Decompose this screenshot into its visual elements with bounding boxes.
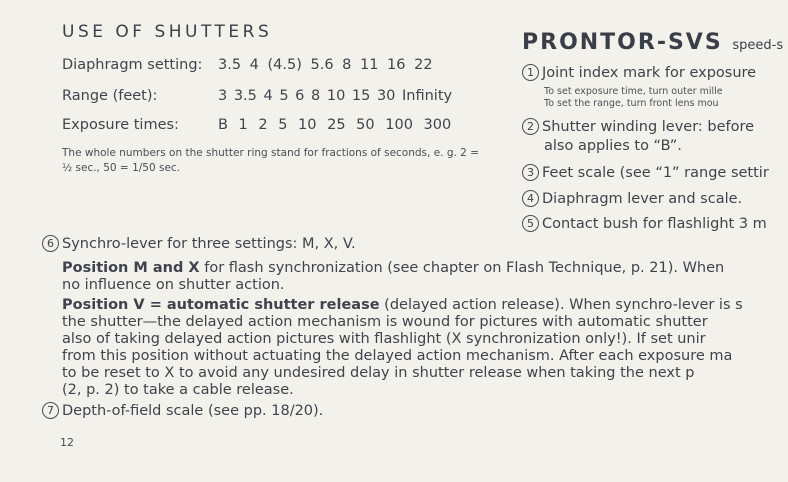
prontor-title-text: PRONTOR-SVS	[522, 30, 723, 55]
range-label: Range (feet):	[62, 88, 158, 104]
prontor-item-1-text: Joint index mark for exposure	[542, 65, 757, 81]
position-v-line-2: the shutter—the delayed action mechanism is wound for pictures with automatic shutter	[62, 314, 708, 330]
number-circle-5: 5	[522, 215, 539, 232]
prontor-item-2-text: Shutter winding lever: before	[542, 119, 755, 135]
position-v-heading: Position V = automatic shutter release	[62, 297, 380, 313]
position-mx-text: for flash synchronization (see chapter on Flash Technique, p. 21). When	[199, 260, 725, 276]
prontor-item-1-note-1: To set exposure time, turn outer mille	[544, 86, 723, 97]
prontor-item-2-cont: also applies to “B”.	[544, 138, 682, 154]
position-v-line-1	[62, 297, 743, 313]
position-v-text: (delayed action release). When synchro-lever is s	[379, 297, 743, 313]
exposure-values: B 1 2 5 10 25 50 100 300	[218, 117, 452, 133]
diaphragm-values: 3.5 4 (4.5) 5.6 8 11 16 22	[218, 57, 433, 73]
item-6-synchro-lever	[42, 235, 356, 252]
fractions-note: The whole numbers on the shutter ring stand for fractions of seconds, e. g. 2 = ½ sec., 50 = 1/50 sec.	[62, 147, 479, 174]
section-title: USE OF SHUTTERS	[62, 22, 273, 42]
position-v-line-3: also of taking delayed action pictures with flashlight (X synchronization only!). If set unir	[62, 331, 706, 347]
number-circle-2: 2	[522, 118, 539, 135]
prontor-item-1-note-2: To set the range, turn front lens mou	[544, 98, 719, 109]
position-v-line-4: from this position without actuating the delayed action mechanism. After each exposure ma	[62, 348, 733, 364]
prontor-item-3-text: Feet scale (see “1” range settir	[542, 165, 769, 181]
item-7-text: Depth-of-field scale (see pp. 18/20).	[62, 403, 324, 419]
number-circle-1: 1	[522, 64, 539, 81]
position-mx-line-1	[62, 260, 724, 276]
prontor-item-2	[522, 118, 754, 135]
number-circle-7: 7	[42, 402, 59, 419]
position-v-line-6: (2, p. 2) to take a cable release.	[62, 382, 294, 398]
number-circle-3: 3	[522, 164, 539, 181]
diaphragm-label: Diaphragm setting:	[62, 57, 203, 73]
prontor-subtitle: speed-s	[732, 38, 784, 53]
prontor-item-5	[522, 215, 767, 232]
prontor-item-3	[522, 164, 769, 181]
prontor-item-1	[522, 64, 756, 81]
range-values: 3 3.5 4 5 6 8 10 15 30 Infinity	[218, 88, 453, 104]
prontor-item-5-text: Contact bush for flashlight 3 m	[542, 216, 767, 232]
prontor-item-4	[522, 190, 742, 207]
position-mx-heading: Position M and X	[62, 260, 200, 276]
item-7-depth-of-field	[42, 402, 323, 419]
position-v-line-5: to be reset to X to avoid any undesired delay in shutter release when taking the next p	[62, 365, 695, 381]
number-circle-6: 6	[42, 235, 59, 252]
page-number: 12	[60, 436, 74, 449]
item-6-text: Synchro-lever for three settings: M, X, V.	[62, 236, 356, 252]
position-mx-line-2: no influence on shutter action.	[62, 277, 285, 293]
prontor-title	[522, 30, 783, 55]
number-circle-4: 4	[522, 190, 539, 207]
prontor-item-4-text: Diaphragm lever and scale.	[542, 191, 743, 207]
exposure-label: Exposure times:	[62, 117, 179, 133]
